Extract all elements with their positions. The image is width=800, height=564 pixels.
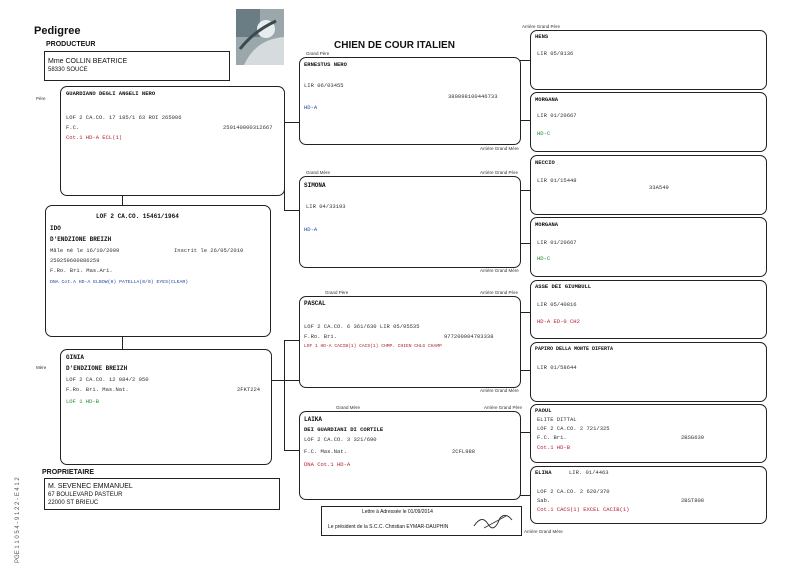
ggp-tests: HD-C	[537, 130, 551, 137]
label-agp-4: Arrière Grand Père	[484, 405, 523, 410]
producer-label: PRODUCTEUR	[46, 41, 96, 48]
label-grand-mere-1: Grand Mère	[306, 170, 331, 175]
doc-title: Pedigree	[34, 25, 81, 37]
gm-dam-coat: F.C. Mas.Nat.	[304, 448, 347, 455]
ggp-box-6	[530, 342, 767, 402]
ggp-line2: LIR. 01/4463	[569, 469, 609, 476]
dam-coat: F.Ro. Bri. Mas.Nat.	[66, 386, 129, 393]
dam-box	[60, 349, 272, 465]
label-agm-4: Arrière Grand Mère	[524, 529, 563, 534]
gp-sire-tests: HD-A	[304, 104, 318, 111]
gm-sire-reg: LIR 04/33193	[306, 203, 346, 210]
producer-box	[44, 51, 230, 81]
connector	[284, 340, 285, 450]
label-grand-mere-2: Grand Mère	[336, 405, 361, 410]
label-pere: Père	[36, 96, 46, 101]
dam-name: GINIA	[66, 354, 85, 361]
owner-street: 67 BOULEVARD PASTEUR	[48, 492, 123, 498]
sire-box	[60, 86, 285, 196]
ggp-name: PAOUL	[535, 407, 552, 414]
ggp-name: ASSE DEI GIUMBULL	[535, 283, 592, 290]
grandsire-paternal-box	[299, 57, 521, 145]
dam-tests: LOF 1 HD-B	[66, 398, 100, 405]
ggp-box-3	[530, 155, 767, 215]
connector	[520, 190, 530, 191]
label-grand-pere-1: Grand Père	[306, 51, 330, 56]
ggp-reg: LIR 05/40816	[537, 301, 577, 308]
label-mere: Mère	[36, 365, 47, 370]
connector	[520, 60, 530, 61]
gp-dam-reg: LOF 2 CA.CO. 6 361/630 LIR 05/95535	[304, 323, 420, 330]
ggp-tests: Cot.1 CACS(1) EXCEL CACIB(1)	[537, 506, 630, 513]
owner-city: 22000 ST BRIEUC	[48, 500, 99, 506]
connector	[520, 312, 530, 313]
gp-dam-coat: F.Ro. Bri.	[304, 333, 338, 340]
connector	[122, 337, 123, 349]
connector	[520, 243, 530, 244]
gm-dam-tests: DNA Cot.1 HD-A	[304, 461, 351, 468]
scc-logo	[236, 9, 284, 65]
ggp-extra: 33A549	[649, 184, 669, 191]
ggp-tests: Cot.1 HD-B	[537, 444, 571, 451]
gp-dam-chip: 977200004703338	[444, 333, 494, 340]
connector	[284, 340, 299, 341]
owner-label: PROPRIETAIRE	[42, 469, 94, 476]
label-agm-1: Arrière Grand Mère	[480, 146, 519, 151]
ggp-reg: LIR 01/15448	[537, 177, 577, 184]
ggp-reg: LOF 2 CA.CO. 2 721/325	[537, 425, 610, 432]
president-line: Le président de la S.C.C. Christian EYMAR-DAUPHIN	[328, 524, 449, 530]
connector	[520, 120, 530, 121]
sire-chip: 250140000312667	[223, 124, 273, 131]
connector	[272, 380, 299, 381]
ggp-reg: LOF 2 CA.CO. 2 620/370	[537, 488, 610, 495]
sire-reg: LOF 2 CA.CO. 17 185/1 63 ROI 265006	[66, 114, 182, 121]
owner-name: M. SEVENEC EMMANUEL	[48, 483, 133, 490]
ggp-tests: HD-A ED-0 CH2	[537, 318, 580, 325]
ggp-reg: LIR 05/8136	[537, 50, 574, 57]
grandsire-maternal-box	[299, 296, 521, 388]
ggp-extra: 2BST808	[681, 497, 705, 504]
owner-box	[44, 478, 280, 510]
gm-dam-affix: DEI GUARDIANI DI CORTILE	[304, 426, 384, 433]
dam-affix: D'ENDZIONE BREIZH	[66, 365, 128, 372]
margin-code: PGE 1 1 0 5 4 - 9 1 2 2 - E 4 1 2	[15, 477, 21, 563]
sire-name: GUARDIANO DEGLI ANGELI NERO	[66, 90, 156, 97]
ggp-box-2	[530, 92, 767, 152]
gm-dam-name: LAIKA	[304, 416, 323, 423]
dog-affix: D'ENDZIONE BREIZH	[50, 236, 112, 243]
sire-tests: Cot.1 HD-A ECL(1)	[66, 134, 123, 141]
ggp-extra: 2BSG639	[681, 434, 705, 441]
gm-sire-name: SIMONA	[304, 182, 326, 189]
ggp-name: MORGANA	[535, 221, 559, 228]
breed-title: CHIEN DE COUR ITALIEN	[334, 40, 455, 51]
ggp-box-5	[530, 280, 767, 339]
gp-dam-tests: LOF 1 HD-A CACIB(1) CACS(1) CHMP. CHIEN CHLG CHAMP	[304, 344, 442, 349]
label-agm-2: Arrière Grand Mère	[480, 268, 519, 273]
connector	[122, 195, 123, 205]
dog-tests: DNA Cot.A HD-A ELBOW(0) PATELLA(0/0) EYES(CLEAR)	[50, 280, 189, 285]
dog-name: IDO	[50, 225, 61, 232]
ggp-box-1	[530, 30, 767, 90]
ggp-name: ELINA	[535, 469, 552, 476]
dog-chip: 250259600886259	[50, 257, 100, 264]
gp-dam-name: PASCAL	[304, 300, 326, 307]
subject-dog-box	[45, 205, 271, 337]
connector	[520, 495, 530, 496]
gp-sire-name: ERNESTUS NERO	[304, 61, 347, 68]
dog-coat: F.Ro. Bri. Mas.Ari.	[50, 267, 113, 274]
dog-birth: Mâle né le 16/10/2009	[50, 247, 120, 254]
ggp-reg: LIR 01/20667	[537, 112, 577, 119]
gp-sire-reg: LIR 06/03455	[304, 82, 344, 89]
ggp-name: PAPIRO DELLA MONTE DIFERTA	[535, 346, 614, 352]
connector	[520, 370, 530, 371]
ggp-name: HENS	[535, 33, 549, 40]
president-signature	[472, 510, 516, 532]
ggp-name: MORGANA	[535, 96, 559, 103]
ggp-reg: LIR 01/20667	[537, 239, 577, 246]
ggp-tests: HD-C	[537, 255, 551, 262]
producer-city: 58330 SOUCE	[48, 67, 88, 73]
granddam-paternal-box	[299, 176, 521, 268]
label-agp-3: Arrière Grand Père	[480, 290, 519, 295]
gm-dam-reg: LOF 2 CA.CO. 3 321/690	[304, 436, 377, 443]
gm-sire-tests: HD-A	[304, 226, 318, 233]
connector	[520, 432, 530, 433]
label-grand-pere-2: Grand Père	[325, 290, 349, 295]
dam-tattoo: 2FKT224	[237, 386, 261, 393]
dog-registered: Inscrit le 26/05/2010	[174, 247, 244, 254]
granddam-maternal-box	[299, 411, 521, 500]
ggp-box-8	[530, 466, 767, 524]
connector	[284, 450, 299, 451]
issue-date: Lettre à Adressée le 01/09/2014	[362, 509, 433, 515]
dog-registration: LOF 2 CA.CO. 15461/1964	[96, 213, 179, 220]
ggp-box-4	[530, 217, 767, 277]
ggp-coat: F.C. Bri.	[537, 434, 567, 441]
sire-coat: F.C.	[66, 124, 80, 131]
ggp-reg: LIR 01/58644	[537, 364, 577, 371]
connector	[284, 210, 299, 211]
label-agp-1: Arrière Grand Père	[522, 24, 561, 29]
gp-sire-chip: 380098100446733	[448, 93, 498, 100]
gm-dam-tattoo: 2CFL988	[452, 448, 476, 455]
connector	[284, 122, 299, 123]
ggp-coat: Sab.	[537, 497, 551, 504]
label-agp-2: Arrière Grand Père	[480, 170, 519, 175]
label-agm-3: Arrière Grand Mère	[480, 388, 519, 393]
ggp-box-7	[530, 404, 767, 463]
ggp-line2: ELITE DITTAL	[537, 416, 577, 423]
producer-name: Mme COLLIN BEATRICE	[48, 58, 128, 65]
ggp-name: NECCIO	[535, 159, 555, 166]
dam-reg: LOF 2 CA.CO. 12 084/2 050	[66, 376, 149, 383]
